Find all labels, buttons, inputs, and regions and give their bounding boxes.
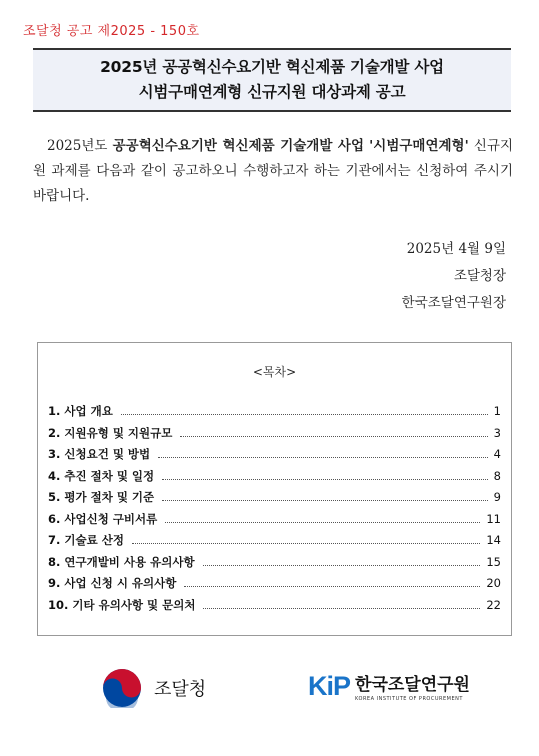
toc-leader-dots bbox=[121, 414, 488, 415]
toc-item-page: 22 bbox=[486, 597, 501, 612]
title-line-1: 2025년 공공혁신수요기반 혁신제품 기술개발 사업 bbox=[100, 58, 444, 76]
toc-leader-dots bbox=[180, 436, 487, 437]
toc-list bbox=[48, 403, 501, 618]
toc-leader-dots bbox=[203, 565, 481, 566]
toc-item[interactable] bbox=[48, 532, 501, 554]
toc-leader-dots bbox=[132, 543, 480, 544]
kip-logo-text bbox=[355, 670, 470, 702]
toc-leader-dots bbox=[184, 586, 480, 587]
toc-item-page: 20 bbox=[486, 576, 501, 590]
toc-item-label: 1. 사업 개요 bbox=[48, 404, 113, 418]
table-of-contents bbox=[37, 342, 512, 636]
kip-english-name: KOREA INSTITUTE OF PROCUREMENT bbox=[355, 696, 463, 702]
toc-item-label: 4. 추진 절차 및 일정 bbox=[48, 468, 155, 483]
signatory-1: 조달청장 bbox=[453, 268, 506, 284]
toc-item-label: 2. 지원유형 및 지원규모 bbox=[48, 425, 173, 440]
toc-item[interactable] bbox=[48, 554, 501, 576]
toc-item[interactable] bbox=[48, 425, 501, 447]
toc-item-page: 1 bbox=[493, 404, 501, 418]
toc-leader-dots bbox=[203, 608, 480, 609]
toc-item-page: 8 bbox=[493, 468, 501, 483]
kip-korean-name: 한국조달연구원 bbox=[355, 675, 470, 695]
toc-leader-dots bbox=[158, 457, 488, 458]
body-program-name: 공공혁신수요기반 혁신제품 기술개발 사업 bbox=[112, 138, 365, 154]
toc-item-page: 11 bbox=[486, 511, 501, 526]
toc-item-label: 7. 기술료 산정 bbox=[48, 533, 124, 547]
toc-item[interactable] bbox=[48, 403, 501, 425]
toc-item[interactable] bbox=[48, 511, 501, 533]
toc-item[interactable] bbox=[48, 489, 501, 511]
taegeuk-emblem-icon bbox=[102, 668, 142, 708]
title-box bbox=[33, 48, 511, 112]
toc-item[interactable] bbox=[48, 597, 501, 619]
toc-item-page: 15 bbox=[486, 554, 501, 569]
toc-item-page: 3 bbox=[493, 425, 501, 440]
toc-item-label: 9. 사업 신청 시 유의사항 bbox=[48, 576, 177, 590]
toc-item-label: 8. 연구개발비 사용 유의사항 bbox=[48, 554, 195, 569]
toc-leader-dots bbox=[165, 522, 480, 523]
toc-item-page: 4 bbox=[493, 447, 501, 461]
title-line-2: 시범구매연계형 신규지원 대상과제 공고 bbox=[138, 83, 406, 101]
toc-item-page: 9 bbox=[493, 490, 501, 504]
notice-date: 2025년 4월 9일 bbox=[406, 241, 506, 257]
toc-item-label: 10. 기타 유의사항 및 문의처 bbox=[48, 597, 196, 612]
toc-leader-dots bbox=[162, 500, 488, 501]
body-lead: 2025년도 bbox=[47, 138, 108, 154]
toc-item-label: 3. 신청요건 및 방법 bbox=[48, 447, 151, 461]
toc-item-label: 5. 평가 절차 및 기준 bbox=[48, 490, 155, 504]
body-rest: 신규지원 과제를 다음과 같이 공고하오니 수행하고자 하는 기관에서는 신청하여 주시기 바랍니다. bbox=[33, 138, 514, 204]
announcement-body bbox=[33, 134, 513, 209]
pps-logo bbox=[102, 668, 206, 708]
notice-number: 조달청 공고 제2025 - 150호 bbox=[23, 24, 200, 39]
signature-block bbox=[402, 236, 506, 317]
toc-item[interactable] bbox=[48, 468, 501, 490]
signatory-2: 한국조달연구원장 bbox=[401, 295, 506, 311]
toc-item[interactable] bbox=[48, 575, 501, 597]
toc-heading: <목차> bbox=[252, 365, 297, 379]
toc-item-label: 6. 사업신청 구비서류 bbox=[48, 511, 158, 526]
toc-leader-dots bbox=[162, 479, 488, 480]
toc-item[interactable] bbox=[48, 446, 501, 468]
pps-logo-name: 조달청 bbox=[154, 679, 207, 700]
kip-logo bbox=[308, 670, 470, 702]
kip-logo-mark: KiP bbox=[308, 670, 351, 701]
toc-item-page: 14 bbox=[486, 533, 501, 547]
body-program-type: '시범구매연계형' bbox=[369, 138, 469, 154]
